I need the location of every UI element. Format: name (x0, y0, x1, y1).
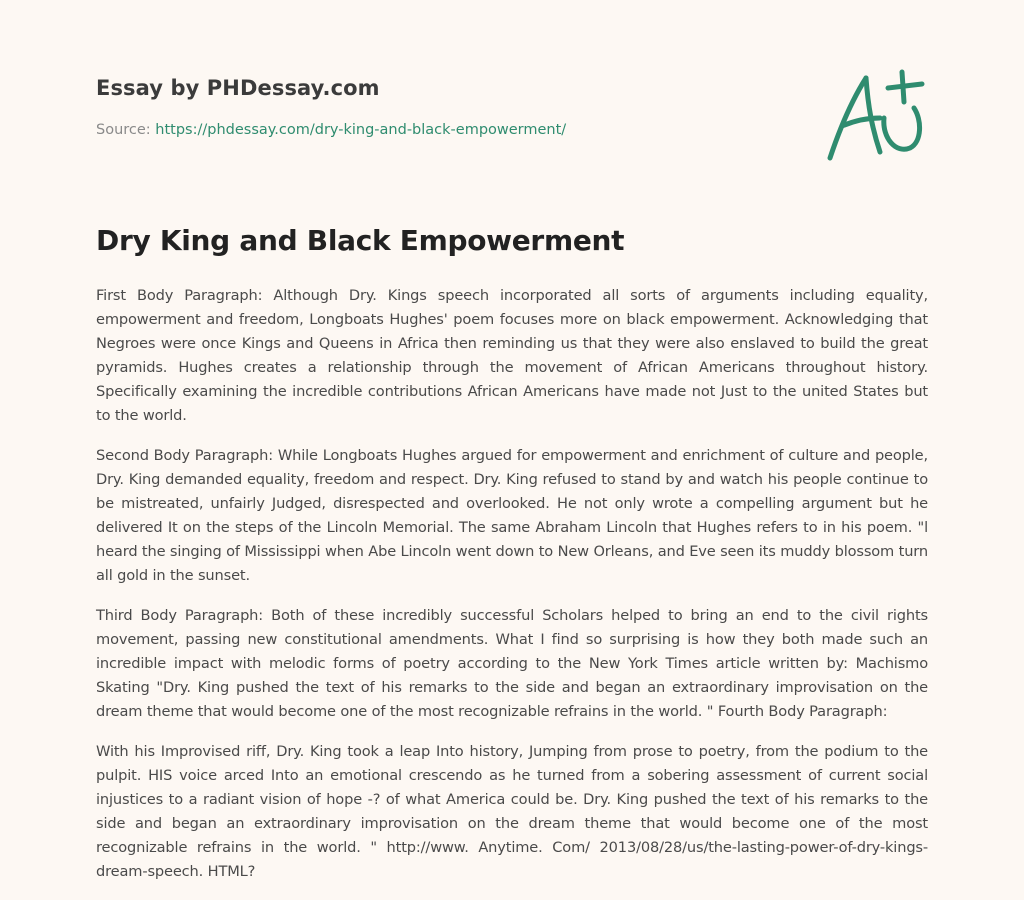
essay-body (96, 284, 928, 900)
site-header (96, 76, 796, 138)
paragraph: First Body Paragraph: Although Dry. Kings speech incorporated all sorts of arguments including equality, empowerment and freedom, Longboats Hughes' poem focuses more on black empowerment. Acknowledging that Negroes were once Kings and Queens in Africa then reminding us that they were also enslaved to build the great pyramids. Hughes creates a relationship through the movement of African Americans throughout history. Specifically examining the incredible contributions African Americans have made not Just to the united States but to the world. (96, 287, 928, 424)
paragraph: Second Body Paragraph: While Longboats Hughes argued for empowerment and enrichment of culture and people, Dry. King demanded equality, freedom and respect. Dry. King refused to stand by and watch his people continue to be mistreated, unfairly Judged, disrespected and overlooked. He not only wrote a compelling argument but he delivered It on the steps of the Lincoln Memorial. The same Abraham Lincoln that Hughes refers to in his poem. "l heard the singing of Mississippi when Abe Lincoln went down to New Orleans, and Eve seen its muddy blossom turn all gold in the sunset. (96, 447, 928, 584)
a-plus-grade-icon (822, 68, 928, 164)
paragraph: With his Improvised riff, Dry. King took a leap Into history, Jumping from prose to poetry, from the podium to the pulpit. HIS voice arced Into an emotional crescendo as he turned from a sobering assessment of current social injustices to a radiant vision of hope -? of what America could be. Dry. King pushed the text of his remarks to the side and began an extraordinary improvisation on the dream theme that would become one of the most recognizable refrains in the world. " http://www. Anytime. Com/ 2013/08/28/us/the-lasting-power-of-dry-kings-dream-speech. HTML? (96, 743, 928, 880)
source-link[interactable]: https://phdessay.com/dry-king-and-black-empowerment/ (155, 122, 567, 138)
site-title: Essay by PHDessay.com (96, 76, 380, 100)
essay-title: Dry King and Black Empowerment (96, 224, 625, 257)
source-line (96, 122, 796, 138)
paragraph: Third Body Paragraph: Both of these incredibly successful Scholars helped to bring an end to the civil rights movement, passing new constitutional amendments. What I find so surprising is how they both made such an incredible impact with melodic forms of poetry according to the New York Times article written by: Machismo Skating "Dry. King pushed the text of his remarks to the side and began an extraordinary improvisation on the dream theme that would become one of the most recognizable refrains in the world. " Fourth Body Paragraph: (96, 607, 928, 720)
source-label: Source: (96, 122, 151, 138)
